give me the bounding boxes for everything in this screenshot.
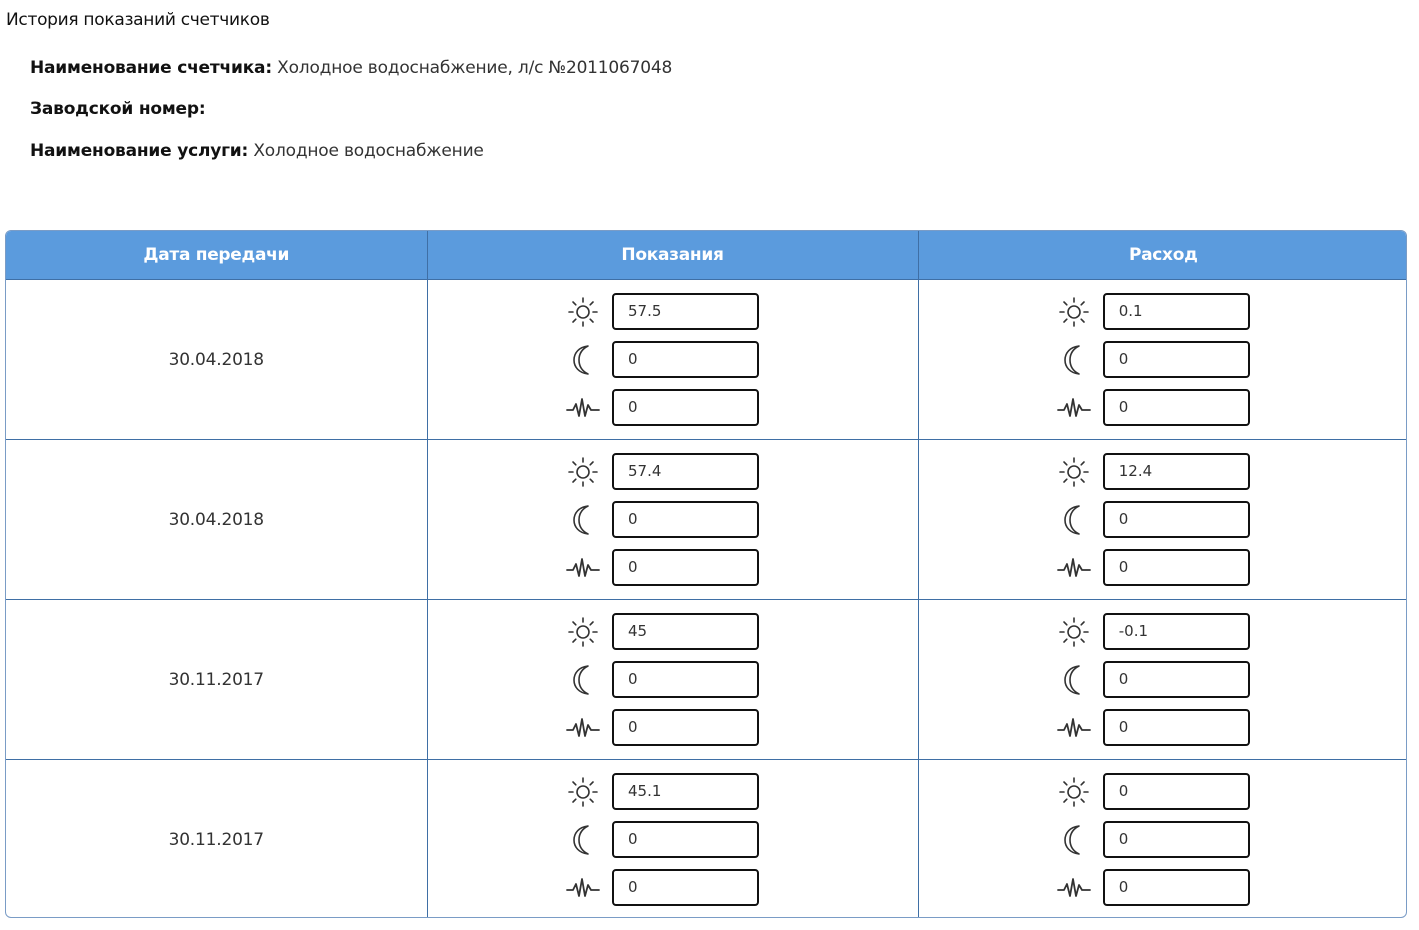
readings-group <box>428 293 918 426</box>
readings-tariff-row <box>566 389 759 426</box>
sun-icon <box>1057 294 1091 330</box>
meter-name-label: Наименование счетчика: <box>30 58 272 78</box>
sun-icon <box>566 294 600 330</box>
moon-icon <box>1057 662 1091 698</box>
page-title: История показаний счетчиков <box>6 10 270 30</box>
readings-value-field[interactable]: 57.5 <box>612 293 759 330</box>
moon-icon <box>566 822 600 858</box>
meter-service-label: Наименование услуги: <box>30 141 249 161</box>
consumption-tariff-row <box>1057 869 1250 906</box>
meter-name <box>30 58 672 78</box>
consumption-tariff-row <box>1057 821 1250 858</box>
consumption-value-field[interactable]: 0 <box>1103 549 1250 586</box>
meter-service-value: Холодное водоснабжение <box>253 141 484 161</box>
consumption-tariff-row <box>1057 661 1250 698</box>
consumption-group <box>919 453 1408 586</box>
readings-tariff-row <box>566 293 759 330</box>
consumption-value-field[interactable]: 0 <box>1103 389 1250 426</box>
table-header-row <box>6 231 1407 280</box>
readings-cell <box>427 600 918 760</box>
pulse-icon <box>1057 870 1091 906</box>
pulse-icon <box>566 870 600 906</box>
consumption-tariff-row <box>1057 709 1250 746</box>
readings-value-field[interactable]: 0 <box>612 389 759 426</box>
consumption-tariff-row <box>1057 613 1250 650</box>
date-cell: 30.11.2017 <box>6 760 427 919</box>
sun-icon <box>566 614 600 650</box>
meter-service <box>30 141 484 161</box>
consumption-cell <box>918 600 1407 760</box>
consumption-value-field[interactable]: -0.1 <box>1103 613 1250 650</box>
consumption-tariff-row <box>1057 773 1250 810</box>
consumption-tariff-row <box>1057 341 1250 378</box>
consumption-value-field[interactable]: 0 <box>1103 869 1250 906</box>
readings-table <box>5 230 1407 918</box>
readings-tariff-row <box>566 549 759 586</box>
readings-value-field[interactable]: 45 <box>612 613 759 650</box>
table-row <box>6 440 1407 600</box>
readings-tariff-row <box>566 869 759 906</box>
consumption-value-field[interactable]: 0 <box>1103 341 1250 378</box>
table-row <box>6 760 1407 919</box>
readings-value-field[interactable]: 0 <box>612 501 759 538</box>
moon-icon <box>1057 502 1091 538</box>
consumption-value-field[interactable]: 0 <box>1103 773 1250 810</box>
readings-tariff-row <box>566 709 759 746</box>
readings-value-field[interactable]: 0 <box>612 709 759 746</box>
pulse-icon <box>1057 390 1091 426</box>
consumption-tariff-row <box>1057 389 1250 426</box>
readings-value-field[interactable]: 0 <box>612 821 759 858</box>
sun-icon <box>566 774 600 810</box>
sun-icon <box>1057 454 1091 490</box>
consumption-tariff-row <box>1057 453 1250 490</box>
consumption-cell <box>918 280 1407 440</box>
consumption-tariff-row <box>1057 293 1250 330</box>
consumption-cell <box>918 760 1407 919</box>
consumption-value-field[interactable]: 0 <box>1103 821 1250 858</box>
pulse-icon <box>1057 710 1091 746</box>
pulse-icon <box>566 710 600 746</box>
table-row <box>6 280 1407 440</box>
meter-serial-label: Заводской номер: <box>30 99 206 119</box>
consumption-value-field[interactable]: 12.4 <box>1103 453 1250 490</box>
readings-tariff-row <box>566 501 759 538</box>
readings-tariff-row <box>566 661 759 698</box>
pulse-icon <box>566 550 600 586</box>
consumption-value-field[interactable]: 0 <box>1103 709 1250 746</box>
sun-icon <box>1057 774 1091 810</box>
consumption-tariff-row <box>1057 549 1250 586</box>
consumption-value-field[interactable]: 0.1 <box>1103 293 1250 330</box>
readings-group <box>428 453 918 586</box>
table-row <box>6 600 1407 760</box>
sun-icon <box>566 454 600 490</box>
readings-group <box>428 773 918 906</box>
date-cell: 30.04.2018 <box>6 440 427 600</box>
readings-tariff-row <box>566 341 759 378</box>
readings-cell <box>427 440 918 600</box>
moon-icon <box>1057 342 1091 378</box>
readings-value-field[interactable]: 0 <box>612 661 759 698</box>
readings-value-field[interactable]: 45.1 <box>612 773 759 810</box>
pulse-icon <box>1057 550 1091 586</box>
consumption-value-field[interactable]: 0 <box>1103 661 1250 698</box>
date-cell: 30.04.2018 <box>6 280 427 440</box>
readings-value-field[interactable]: 0 <box>612 549 759 586</box>
date-cell: 30.11.2017 <box>6 600 427 760</box>
readings-tariff-row <box>566 773 759 810</box>
consumption-group <box>919 293 1408 426</box>
readings-cell <box>427 760 918 919</box>
readings-tariff-row <box>566 821 759 858</box>
meter-name-value: Холодное водоснабжение, л/с №2011067048 <box>277 58 673 78</box>
consumption-tariff-row <box>1057 501 1250 538</box>
readings-value-field[interactable]: 57.4 <box>612 453 759 490</box>
moon-icon <box>566 502 600 538</box>
consumption-group <box>919 613 1408 746</box>
header-date: Дата передачи <box>6 231 427 280</box>
meter-serial <box>30 99 205 119</box>
readings-value-field[interactable]: 0 <box>612 341 759 378</box>
moon-icon <box>566 662 600 698</box>
pulse-icon <box>566 390 600 426</box>
sun-icon <box>1057 614 1091 650</box>
moon-icon <box>566 342 600 378</box>
consumption-cell <box>918 440 1407 600</box>
consumption-value-field[interactable]: 0 <box>1103 501 1250 538</box>
readings-cell <box>427 280 918 440</box>
readings-group <box>428 613 918 746</box>
readings-tariff-row <box>566 453 759 490</box>
consumption-group <box>919 773 1408 906</box>
header-consumption: Расход <box>918 231 1407 280</box>
header-readings: Показания <box>427 231 918 280</box>
readings-value-field[interactable]: 0 <box>612 869 759 906</box>
moon-icon <box>1057 822 1091 858</box>
readings-tariff-row <box>566 613 759 650</box>
